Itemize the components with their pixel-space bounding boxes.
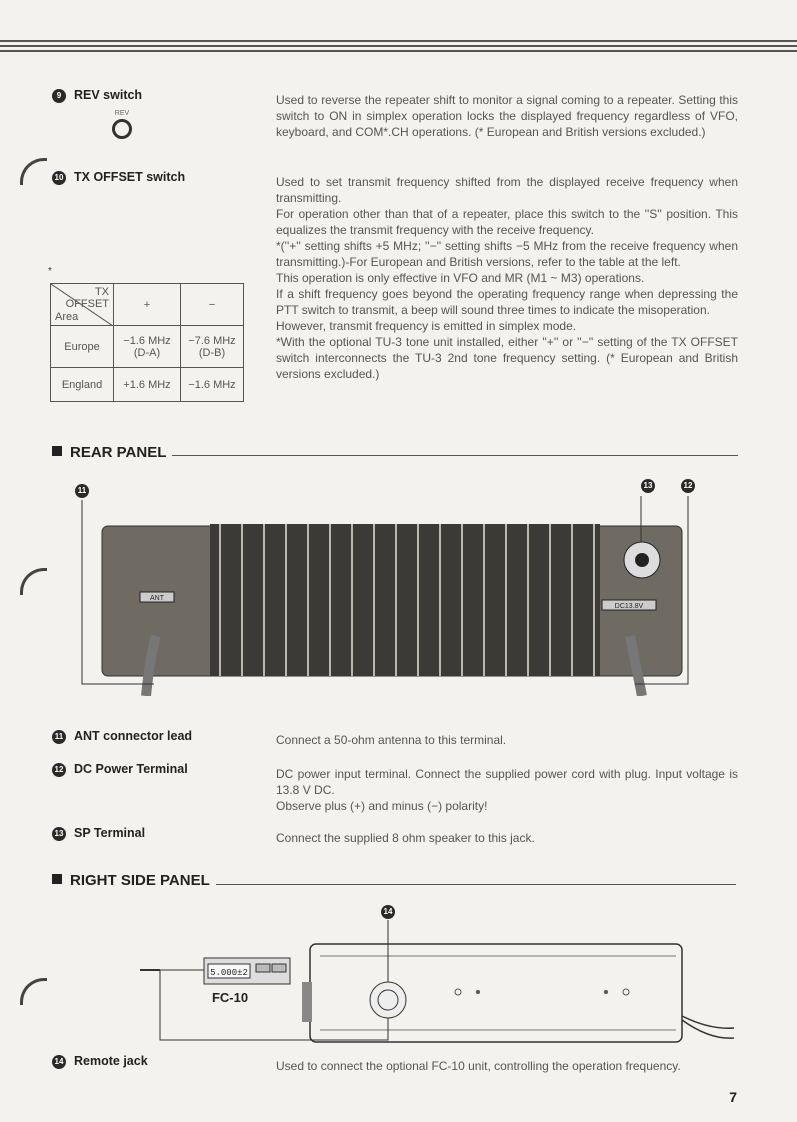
rear-panel-heading: REAR PANEL — [52, 444, 166, 461]
remote-jack-description: Used to connect the optional FC-10 unit, controlling the operation frequency. — [276, 1059, 681, 1073]
callout-number: 12 — [52, 763, 66, 777]
rev-button-icon — [112, 119, 132, 139]
dc-power-description: DC power input terminal. Connect the supplied power cord with plug. Input voltage is 13.8 V DC. Observe plus (+) and minus (−) polarity! — [276, 767, 738, 813]
binding-mark — [20, 158, 47, 185]
ant-connector-heading: 11 ANT connector lead — [52, 729, 192, 744]
table-row: Europe −1.6 MHz (D-A) −7.6 MHz (D-B) — [51, 326, 244, 368]
binding-mark — [20, 568, 47, 595]
remote-jack-heading: 14 Remote jack — [52, 1054, 148, 1069]
ant-connector-description: Connect a 50-ohm antenna to this terminal. — [276, 733, 507, 747]
column-header-plus: + — [114, 284, 181, 326]
offset-table — [50, 283, 244, 402]
fc10-display: 5.000±2 — [210, 968, 248, 978]
rev-switch-icon: REV — [110, 110, 134, 139]
callout-number: 13 — [641, 479, 655, 493]
section-rule — [172, 455, 738, 456]
binding-mark — [20, 978, 47, 1005]
table-row: England +1.6 MHz −1.6 MHz — [51, 368, 244, 402]
section-rule — [216, 884, 736, 885]
rear-panel-illustration — [70, 496, 700, 696]
tx-offset-description — [276, 174, 738, 382]
ant-plate-label: ANT — [150, 595, 164, 602]
fc10-caption: FC-10 — [211, 990, 249, 1005]
paragraph: Used to set transmit frequency shifted from the displayed receive frequency when transmitting. — [276, 175, 738, 205]
paragraph: *(''+'' setting shifts +5 MHz; ''−'' setting shifts −5 MHz from the receive frequency when transmitting.)-For European and British versions, refer to the table at the left. — [276, 239, 738, 269]
paragraph: *With the optional TU-3 tone unit installed, either ''+'' or ''−'' setting of the TX OFFSET switch interconnects the TU-3 2nd tone frequency setting. (* European and British versions excluded.) — [276, 335, 738, 381]
dc-plate-label: DC13.8V — [614, 603, 644, 610]
dc-power-heading: 12 DC Power Terminal — [52, 762, 188, 777]
table-corner-cell: TX OFFSET Area — [51, 284, 114, 326]
column-header-minus: − — [181, 284, 244, 326]
rev-switch-heading: 9 REV switch — [52, 88, 142, 103]
callout-number: 11 — [52, 730, 66, 744]
rev-switch-description: Used to reverse the repeater shift to monitor a signal coming to a repeater. Setting this switch to ON in simplex operation locks the displayed frequency regardless of VFO, keyboard, and COM*.CH operations. (* European and British versions excluded.) — [276, 93, 738, 139]
callout-number: 9 — [52, 89, 66, 103]
header-rule — [0, 40, 797, 60]
right-side-panel-heading: RIGHT SIDE PANEL — [52, 872, 210, 889]
radio-side-body — [310, 944, 682, 1042]
remote-jack-icon — [370, 982, 406, 1018]
right-side-illustration — [120, 920, 740, 1050]
page-number: 7 — [729, 1089, 737, 1105]
callout-number: 13 — [52, 827, 66, 841]
paragraph: If a shift frequency goes beyond the operating frequency range when depressing the PTT switch to transmit, a beep will sound three times to indicate the misoperation. — [276, 287, 738, 317]
paragraph: However, transmit frequency is emitted in simplex mode. — [276, 319, 577, 333]
sp-terminal-heading: 13 SP Terminal — [52, 826, 145, 841]
callout-number: 10 — [52, 171, 66, 185]
paragraph: For operation other than that of a repeater, place this switch to the ''S'' position. This equalizes the transmit frequency with the receive frequency. — [276, 207, 738, 237]
callout-number: 11 — [75, 484, 89, 498]
callout-number: 14 — [381, 905, 395, 919]
sp-terminal-description: Connect the supplied 8 ohm speaker to this jack. — [276, 831, 535, 845]
table-asterisk: * — [48, 266, 52, 277]
paragraph: This operation is only effective in VFO and MR (M1 ~ M3) operations. — [276, 271, 645, 285]
tx-offset-heading: 10 TX OFFSET switch — [52, 170, 185, 185]
callout-number: 12 — [681, 479, 695, 493]
callout-number: 14 — [52, 1055, 66, 1069]
